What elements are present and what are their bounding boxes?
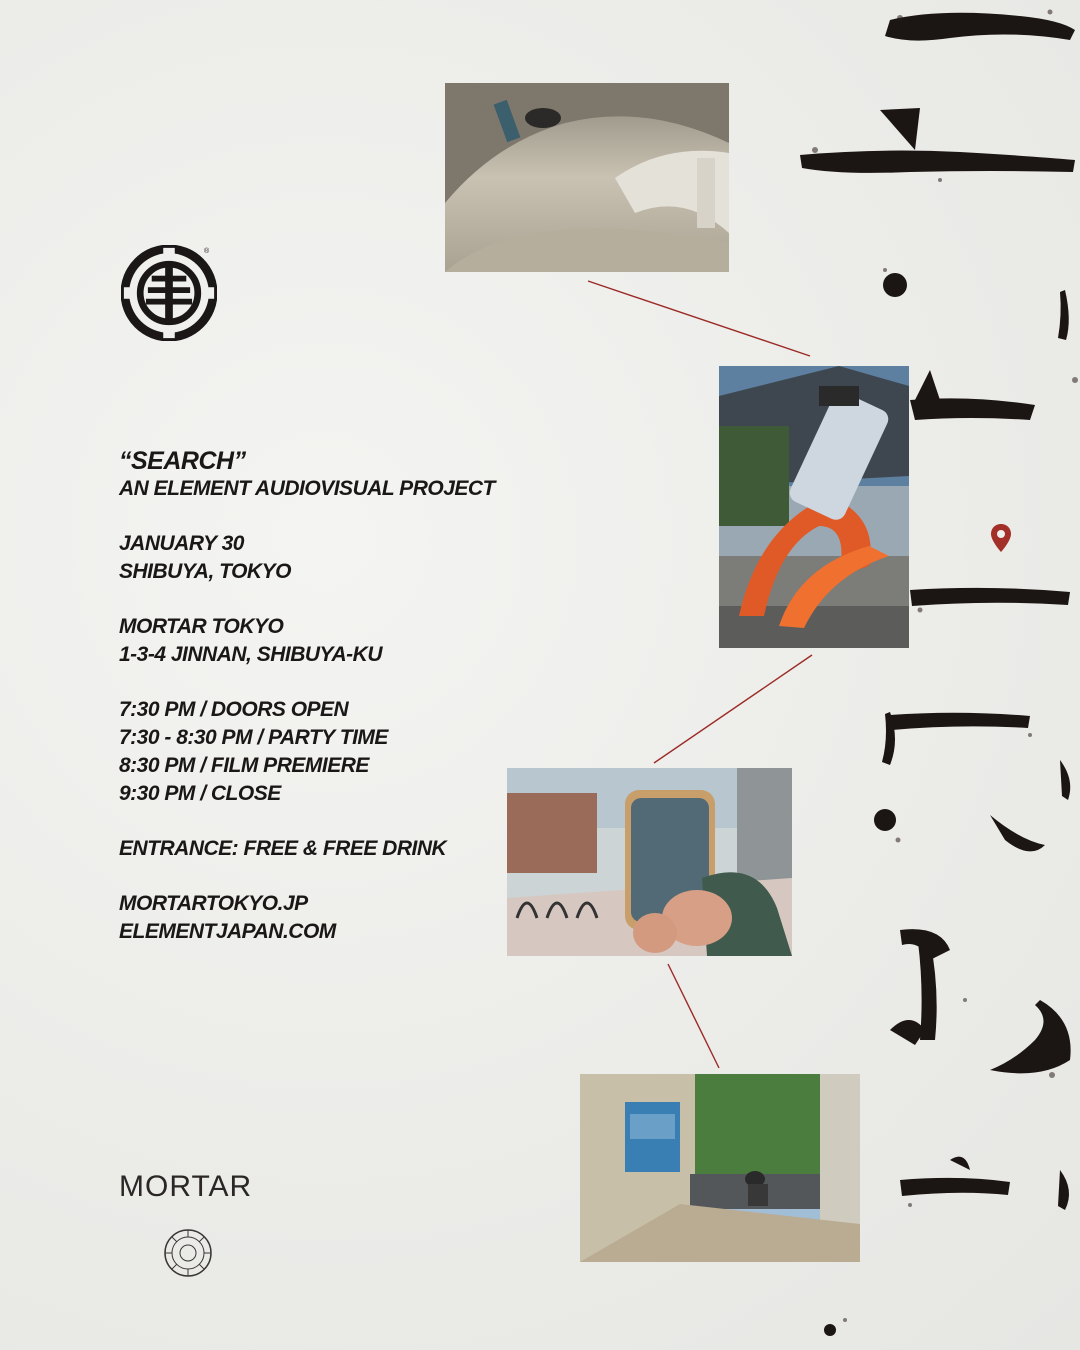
mortar-seal-icon xyxy=(163,1228,213,1278)
location-pin-icon xyxy=(990,524,1012,552)
schedule-item: 8:30 PM / FILM PREMIERE xyxy=(119,754,369,777)
schedule-item: 7:30 - 8:30 PM / PARTY TIME xyxy=(119,726,388,749)
registered-mark-icon: ® xyxy=(204,248,210,255)
event-title: “SEARCH” xyxy=(119,447,246,475)
event-city: SHIBUYA, TOKYO xyxy=(119,560,291,583)
link-mortartokyo[interactable]: MORTARTOKYO.JP xyxy=(119,892,308,915)
photo-phone-filming xyxy=(507,768,792,956)
entrance-info: ENTRANCE: FREE & FREE DRINK xyxy=(119,837,447,860)
event-info xyxy=(119,447,559,946)
event-date: JANUARY 30 xyxy=(119,532,244,555)
element-logo-icon xyxy=(121,245,217,341)
photo-concrete-bowl xyxy=(445,83,729,272)
mortar-logo: MORTAR xyxy=(119,1170,253,1203)
venue-address: 1-3-4 JINNAN, SHIBUYA-KU xyxy=(119,643,382,666)
venue-name: MORTAR TOKYO xyxy=(119,615,284,638)
event-subtitle: AN ELEMENT AUDIOVISUAL PROJECT xyxy=(119,477,495,500)
brush-stroke-decoration xyxy=(790,0,1080,1350)
schedule-item: 7:30 PM / DOORS OPEN xyxy=(119,698,349,721)
schedule-item: 9:30 PM / CLOSE xyxy=(119,782,281,805)
link-elementjapan[interactable]: ELEMENTJAPAN.COM xyxy=(119,920,336,943)
